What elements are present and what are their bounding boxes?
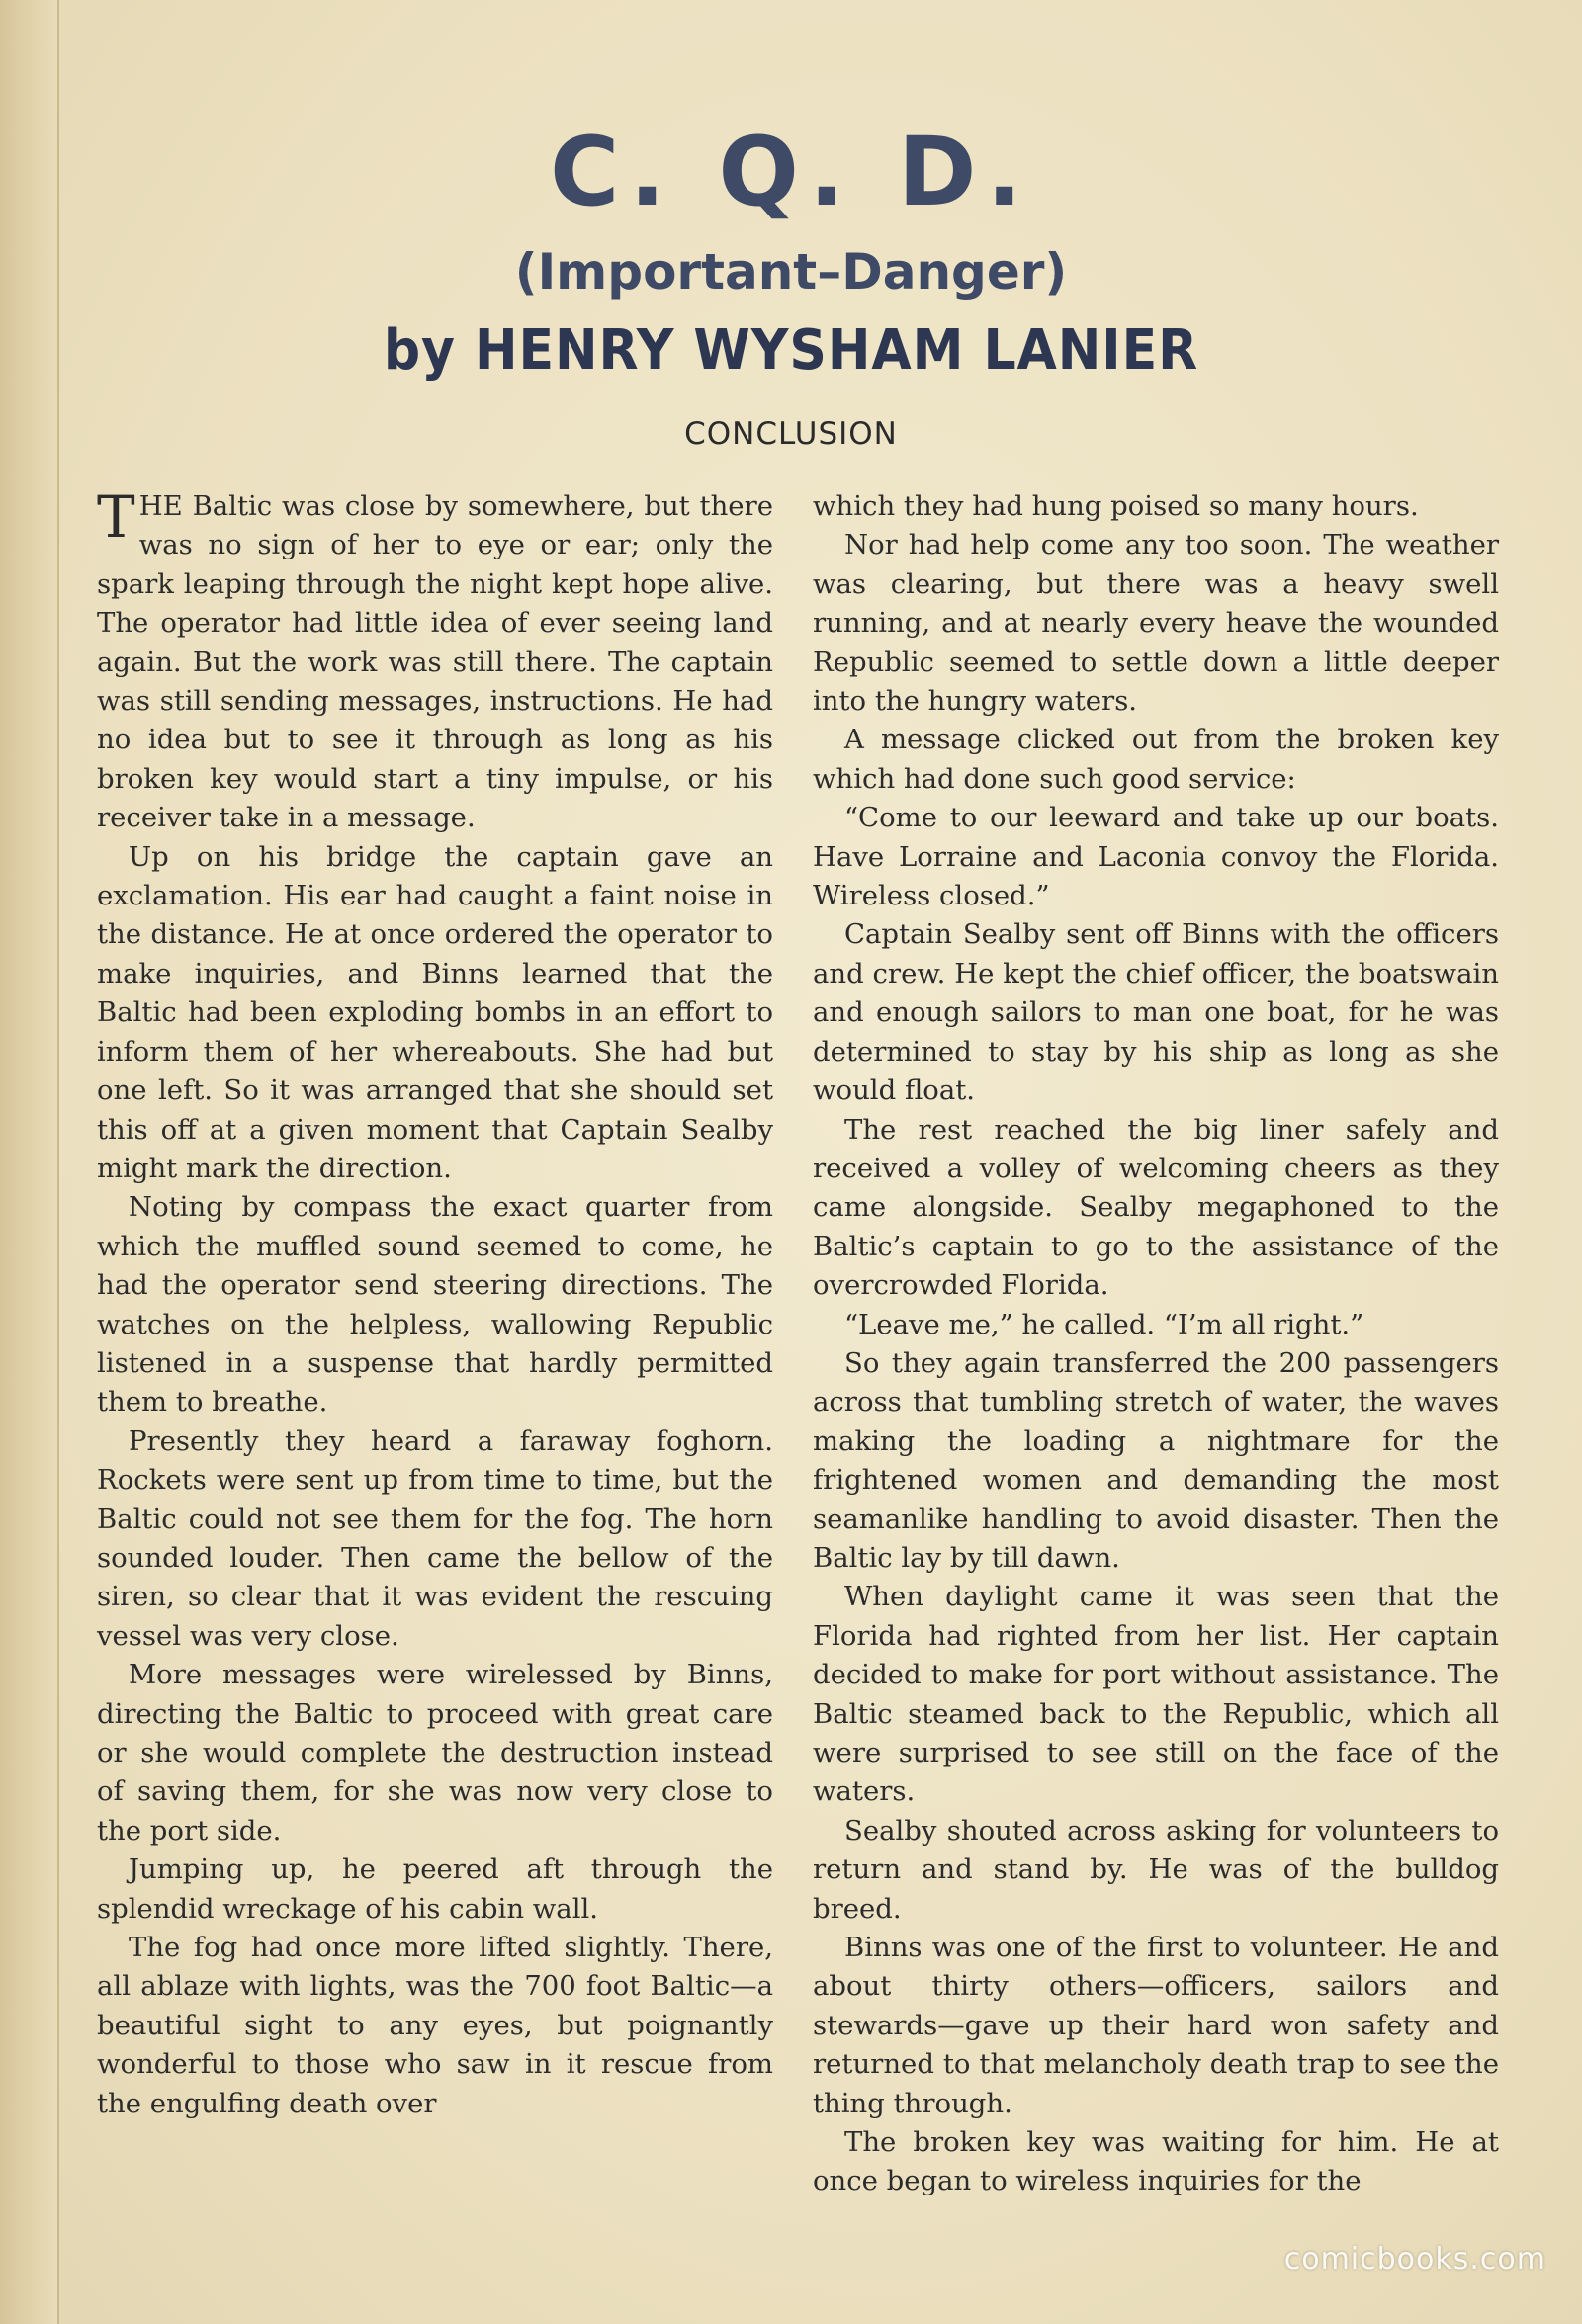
paragraph: So they again transferred the 200 passengers across that tumbling stretch of water, the waves making the loading a nightmare for the frightened women and demanding the most seamanlike handling to avoid disaster. Then the Baltic lay by till dawn.	[813, 1346, 1499, 1574]
text-column-right	[813, 487, 1499, 2227]
paragraph: Captain Sealby sent off Binns with the officers and crew. He kept the chief officer, the boatswain and enough sailors to man one boat, for he was determined to stay by his ship as long as she would float.	[813, 918, 1499, 1107]
text-column-left	[97, 483, 773, 2227]
paragraph	[97, 483, 773, 838]
paragraph: More messages were wirelessed by Binns, directing the Baltic to proceed with great care or she would complete the destruction instead of saving them, for she was now very close to the port side.	[97, 1659, 773, 1847]
paragraph: Up on his bridge the captain gave an exclamation. His ear had caught a faint noise in the distance. He at once ordered the operator to make inquiries, and Binns learned that the Baltic had been exploding bombs in an effort to inform them of her whereabouts. She had but one left. So it was arranged that she should set this off at a given moment that Captain Sealby might mark the direction.	[97, 840, 773, 1184]
story-subtitle: (Important–Danger)	[514, 243, 1068, 301]
author-byline: by HENRY WYSHAM LANIER	[383, 318, 1199, 383]
paragraph: Presently they heard a faraway foghorn. Rockets were sent up from time to time, but the Baltic could not see them for the fog. The horn sounded louder. Then came the bellow of the siren, so clear that it was evident the rescuing vessel was very close.	[97, 1424, 773, 1652]
paragraph: Jumping up, he peered aft through the splendid wreckage of his cabin wall.	[97, 1853, 773, 1925]
paragraph: The fog had once more lifted slightly. There, all ablaze with lights, was the 700 foot Baltic—a beautiful sight to any eyes, but poignantly wonderful to those who saw in it rescue from the engulfing death over	[97, 1932, 773, 2119]
paragraph: The rest reached the big liner safely and received a volley of welcoming cheers as they came alongside. Sealby megaphoned to the Baltic’s captain to go to the assistance of the overcrowded Florida.	[813, 1113, 1499, 1302]
paragraph-text: HE Baltic was close by somewhere, but there was no sign of her to eye or ear; only the spark leaping through the night kept hope alive. The operator had little idea of ever seeing land again. But the work was still there. The captain was still sending messages, instructions. He had no idea but to see it through as long as his broken key would start a tiny impulse, or his receiver take in a message.	[97, 490, 773, 834]
paragraph: Noting by compass the exact quarter from which the muffled sound seemed to come, he had the operator send steering directions. The watches on the helpless, wallowing Republic listened in a suspense that hardly permitted them to breathe.	[97, 1191, 773, 1419]
paragraph: Nor had help come any too soon. The weather was clearing, but there was a heavy swell running, and at nearly every heave the wounded Republic seemed to settle down a little deeper into the hungry waters.	[813, 529, 1499, 718]
paragraph: “Leave me,” he called. “I’m all right.”	[844, 1308, 1364, 1340]
paragraph-continued: which they had hung poised so many hours.	[813, 490, 1419, 522]
paragraph: The broken key was waiting for him. He at once began to wireless inquiries for the	[813, 2126, 1499, 2197]
story-title: C. Q. D.	[550, 117, 1032, 227]
paragraph: A message clicked out from the broken key which had done such good service:	[813, 724, 1499, 795]
page-spine-edge	[0, 0, 59, 2324]
paragraph: Sealby shouted across asking for volunteers to return and stand by. He was of the bulldog breed.	[813, 1814, 1499, 1925]
site-watermark: comicbooks.com	[1283, 2242, 1546, 2277]
paragraph: “Come to our leeward and take up our boats. Have Lorraine and Laconia convoy the Florida. Wireless closed.”	[813, 802, 1499, 912]
drop-cap: T	[97, 483, 135, 551]
paragraph: Binns was one of the first to volunteer. He and about thirty others—officers, sailors and stewards—gave up their hard won safety and returned to that melancholy death trap to see the thing through.	[813, 1932, 1499, 2119]
section-label: CONCLUSION	[684, 416, 898, 452]
paragraph: When daylight came it was seen that the Florida had righted from her list. Her captain decided to make for port without assistance. The Baltic steamed back to the Republic, which all were surprised to see still on the face of the waters.	[813, 1581, 1499, 1808]
